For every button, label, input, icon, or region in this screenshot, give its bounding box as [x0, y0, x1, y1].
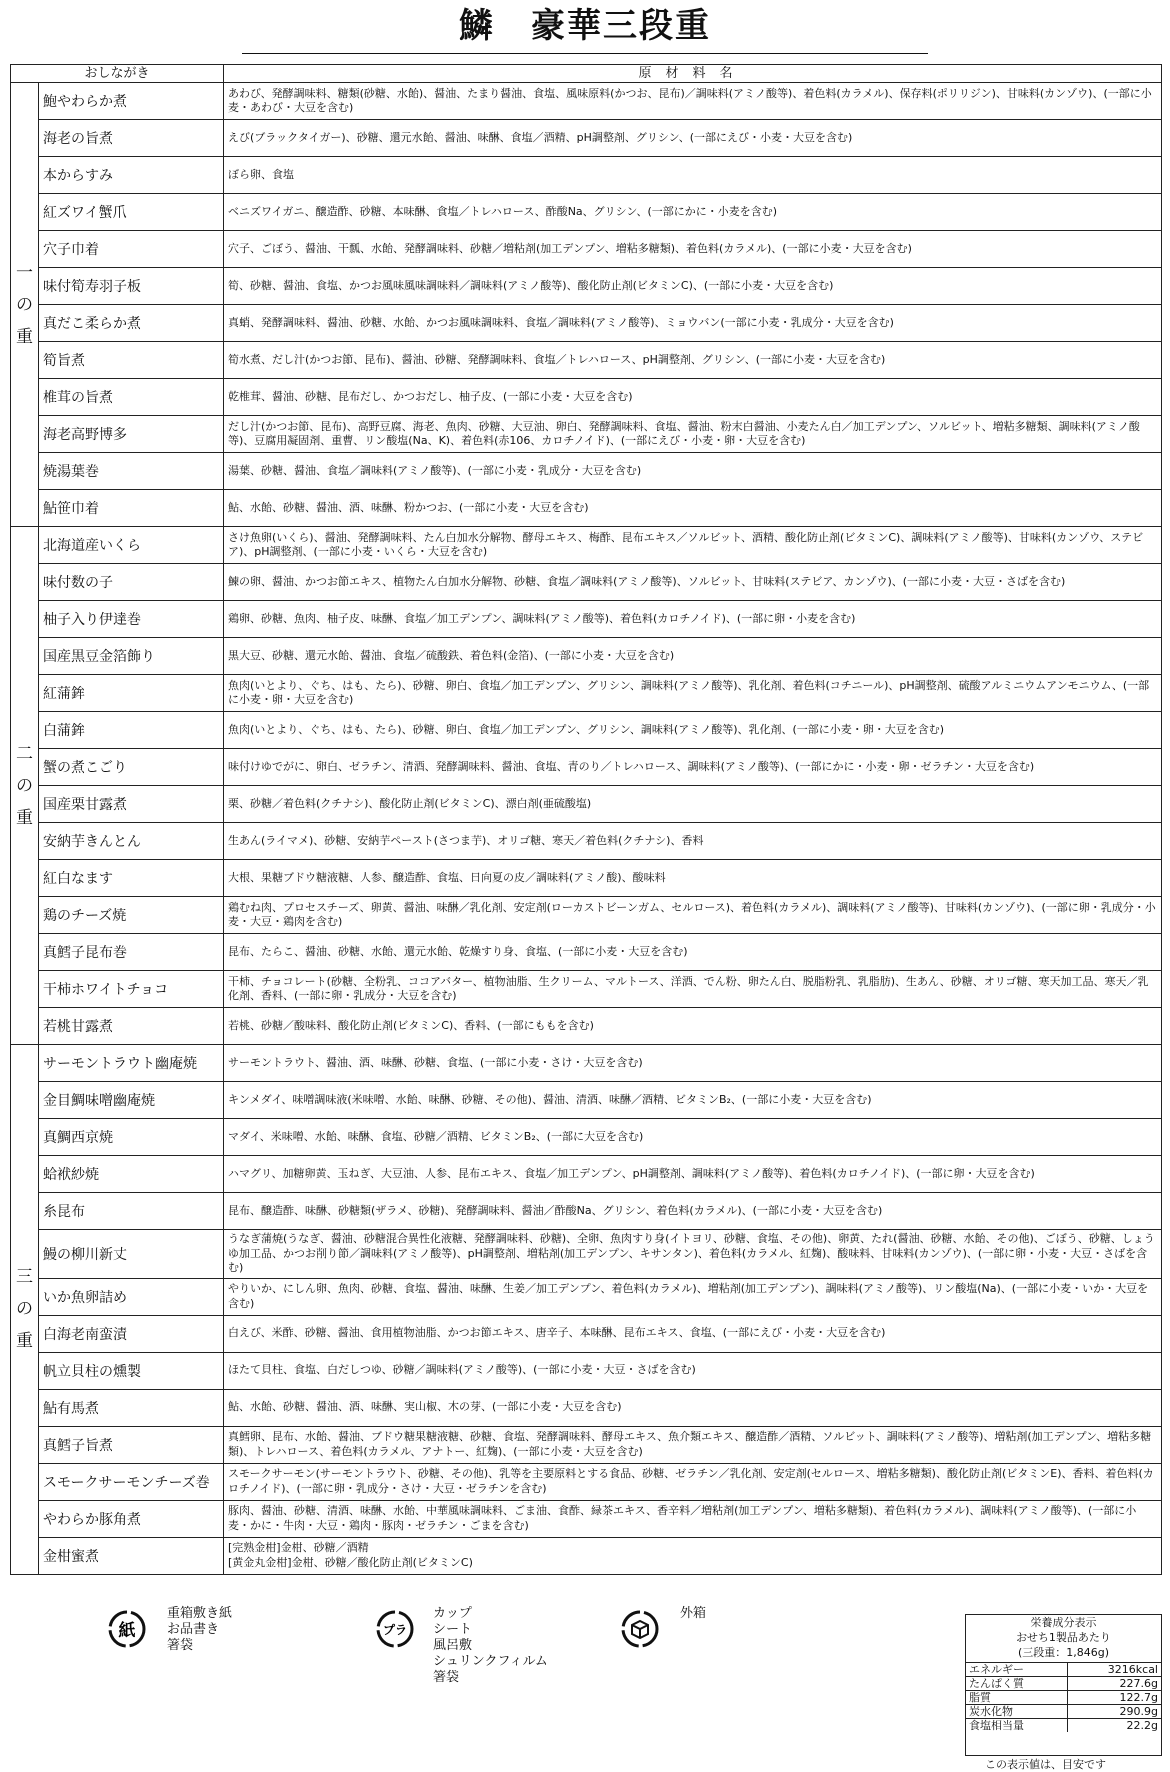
table-row	[11, 712, 1162, 749]
dish-name: 真鱈子旨煮	[39, 1426, 224, 1463]
table-row	[11, 342, 1162, 379]
table-row	[11, 305, 1162, 342]
dish-name: 紅蒲鉾	[39, 675, 224, 712]
dish-ingredients: 大根、果糖ブドウ糖液糖、人参、醸造酢、食塩、日向夏の皮／調味料(アミノ酸)、酸味料	[224, 860, 1162, 897]
dish-name: 本からすみ	[39, 157, 224, 194]
list-item: 箸袋	[167, 1638, 194, 1653]
dish-ingredients: 黒大豆、砂糖、還元水飴、醤油、食塩／硫酸鉄、着色料(金箔)、(一部に小麦・大豆を含む)	[224, 638, 1162, 675]
dish-name: 柚子入り伊達巻	[39, 601, 224, 638]
cardboard-recycle-list	[680, 1606, 706, 1622]
paper-mark-text: 紙	[118, 1621, 136, 1641]
table-row	[11, 231, 1162, 268]
dish-name: 蛤袱紗焼	[39, 1156, 224, 1193]
dish-ingredients: ベニズワイガニ、醸造酢、砂糖、本味醂、食塩／トレハロース、酢酸Na、グリシン、(一部にかに・小麦を含む)	[224, 194, 1162, 231]
table-row	[11, 1082, 1162, 1119]
dish-name: 鶏のチーズ焼	[39, 897, 224, 934]
dish-name: 筍旨煮	[39, 342, 224, 379]
dish-name: 糸昆布	[39, 1193, 224, 1230]
dish-ingredients: 乾椎茸、醤油、砂糖、昆布だし、かつおだし、柚子皮、(一部に小麦・大豆を含む)	[224, 379, 1162, 416]
dish-name: 海老高野博多	[39, 416, 224, 453]
nutrient-value: 122.7g	[1067, 1691, 1161, 1705]
table-row	[11, 1352, 1162, 1389]
dish-ingredients: うなぎ蒲焼(うなぎ、醤油、砂糖混合異性化液糖、発酵調味料、砂糖)、全卵、魚肉すり身(イトヨリ、砂糖、食塩、その他)、卵黄、たれ(醤油、砂糖、水飴、その他)、ごぼう、砂糖、しょうゆ加工品、かつお削り節／調味料(アミノ酸等)、pH調整剤、増粘剤(加工デンプン、キサンタン)、着色料(カラメル、紅麹)、酸味料、甘味料(カンゾウ)、(一部に卵・小麦・大豆・さばを含む)	[224, 1230, 1162, 1279]
dish-ingredients: やりいか、にしん卵、魚肉、砂糖、食塩、醤油、味醂、生姜／加工デンプン、着色料(カラメル)、増粘剤(加工デンプン)、調味料(アミノ酸等)、リン酸塩(Na)、(一部に小麦・いか・大豆を含む)	[224, 1278, 1162, 1315]
dish-ingredients: 白えび、米酢、砂糖、醤油、食用植物油脂、かつお節エキス、唐辛子、本味醂、昆布エキス、食塩、(一部にえび・小麦・大豆を含む)	[224, 1315, 1162, 1352]
section-label: 一の重	[16, 262, 33, 347]
dish-ingredients: 真蛸、発酵調味料、醤油、砂糖、水飴、かつお風味調味料、食塩／調味料(アミノ酸等)、ミョウバン(一部に小麦・乳成分・大豆を含む)	[224, 305, 1162, 342]
section-label: 三の重	[16, 1267, 33, 1352]
nutrition-row	[966, 1663, 1161, 1677]
section-cell	[11, 1045, 39, 1575]
dish-ingredients: 栗、砂糖／着色料(クチナシ)、酸化防止剤(ビタミンC)、漂白剤(亜硫酸塩)	[224, 786, 1162, 823]
table-row	[11, 1008, 1162, 1045]
dish-name: 紅白なます	[39, 860, 224, 897]
table-row	[11, 1500, 1162, 1537]
dish-name: やわらか豚角煮	[39, 1500, 224, 1537]
dish-ingredients: 鶏むね肉、プロセスチーズ、卵黄、醤油、味醂／乳化剤、安定剤(ローカストビーンガム、セルロース)、着色料(カラメル)、調味料(アミノ酸等)、甘味料(カンゾウ)、(一部に卵・乳成分・小麦・大豆・鶏肉を含む)	[224, 897, 1162, 934]
nutrition-row	[966, 1719, 1161, 1733]
table-row	[11, 971, 1162, 1008]
dish-ingredients: サーモントラウト、醤油、酒、味醂、砂糖、食塩、(一部に小麦・さけ・大豆を含む)	[224, 1045, 1162, 1082]
dish-name: 帆立貝柱の燻製	[39, 1352, 224, 1389]
nutrition-row	[966, 1705, 1161, 1719]
dish-name: 鮎笹巾着	[39, 490, 224, 527]
table-row	[11, 1463, 1162, 1500]
list-item: シュリンクフィルム	[433, 1654, 548, 1669]
table-row	[11, 1315, 1162, 1352]
dish-ingredients: マダイ、米味噌、水飴、味醂、食塩、砂糖／酒精、ビタミンB₂、(一部に大豆を含む)	[224, 1119, 1162, 1156]
dish-ingredients: 若桃、砂糖／酸味料、酸化防止剤(ビタミンC)、香料、(一部にももを含む)	[224, 1008, 1162, 1045]
header-menu-name: おしながき	[11, 65, 224, 83]
dish-ingredients: 真鱈卵、昆布、水飴、醤油、ブドウ糖果糖液糖、砂糖、食塩、発酵調味料、酵母エキス、魚介類エキス、醸造酢／酒精、ソルビット、調味料(アミノ酸等)、増粘剤(加工デンプン、増粘多糖類)、トレハロース、着色料(カラメル、アナトー、紅麹)、(一部に小麦・大豆を含む)	[224, 1426, 1162, 1463]
dish-name: 干柿ホワイトチョコ	[39, 971, 224, 1008]
dish-ingredients: [完熟金柑]金柑、砂糖／酒精 [黄金丸金柑]金柑、砂糖／酸化防止剤(ビタミンC)	[224, 1537, 1162, 1574]
dish-name: 安納芋きんとん	[39, 823, 224, 860]
table-row	[11, 83, 1162, 120]
list-item: 重箱敷き紙	[167, 1606, 233, 1621]
table-row	[11, 1537, 1162, 1574]
nutrient-value: 227.6g	[1067, 1677, 1161, 1691]
table-row	[11, 490, 1162, 527]
nutrient-value: 290.9g	[1067, 1705, 1161, 1719]
dish-name: スモークサーモンチーズ巻	[39, 1463, 224, 1500]
dish-name: 鮑やわらか煮	[39, 83, 224, 120]
dish-name: 若桃甘露煮	[39, 1008, 224, 1045]
dish-name: 蟹の煮こごり	[39, 749, 224, 786]
table-row	[11, 268, 1162, 305]
dish-ingredients: 鶏卵、砂糖、魚肉、柚子皮、味醂、食塩／加工デンプン、調味料(アミノ酸等)、着色料(カロチノイド)、(一部に卵・小麦を含む)	[224, 601, 1162, 638]
dish-name: 真だこ柔らか煮	[39, 305, 224, 342]
nutrition-row	[966, 1691, 1161, 1705]
dish-ingredients: 鮎、水飴、砂糖、醤油、酒、味醂、実山椒、木の芽、(一部に小麦・大豆を含む)	[224, 1389, 1162, 1426]
title-underline	[242, 53, 928, 54]
table-row	[11, 564, 1162, 601]
table-row	[11, 453, 1162, 490]
dish-ingredients: キンメダイ、味噌調味液(米味噌、水飴、味醂、砂糖、その他)、醤油、清酒、味醂／酒精、ビタミンB₂、(一部に小麦・大豆を含む)	[224, 1082, 1162, 1119]
dish-name: 鮎有馬煮	[39, 1389, 224, 1426]
ingredients-table	[10, 64, 1162, 1575]
table-row	[11, 1389, 1162, 1426]
dish-name: 味付筍寿羽子板	[39, 268, 224, 305]
list-item: 箸袋	[433, 1670, 460, 1685]
table-row	[11, 786, 1162, 823]
dish-ingredients: 生あん(ライマメ)、砂糖、安納芋ペースト(さつま芋)、オリゴ糖、寒天／着色料(クチナシ)、香料	[224, 823, 1162, 860]
dish-name: 鰻の柳川新丈	[39, 1230, 224, 1279]
table-row	[11, 416, 1162, 453]
dish-name: 味付数の子	[39, 564, 224, 601]
paper-recycle-list	[167, 1606, 232, 1654]
cardboard-recycle-icon	[620, 1609, 660, 1649]
table-row	[11, 1230, 1162, 1279]
dish-ingredients: 昆布、醸造酢、味醂、砂糖類(ザラメ、砂糖)、発酵調味料、醤油／酢酸Na、グリシン、着色料(カラメル)、(一部に小麦・大豆を含む)	[224, 1193, 1162, 1230]
dish-ingredients: ぼら卵、食塩	[224, 157, 1162, 194]
list-item: シート	[433, 1622, 473, 1637]
table-row	[11, 860, 1162, 897]
table-body	[11, 83, 1162, 1575]
table-row	[11, 379, 1162, 416]
dish-name: サーモントラウト幽庵焼	[39, 1045, 224, 1082]
dish-name: 白蒲鉾	[39, 712, 224, 749]
dish-ingredients: 穴子、ごぼう、醤油、干瓢、水飴、発酵調味料、砂糖／増粘剤(加工デンプン、増粘多糖類)、着色料(カラメル)、(一部に小麦・大豆を含む)	[224, 231, 1162, 268]
table-header-row	[11, 65, 1162, 83]
dish-ingredients: 魚肉(いとより、ぐち、はも、たら)、砂糖、卵白、食塩／加工デンプン、グリシン、調味料(アミノ酸等)、乳化剤、(一部に小麦・卵・大豆を含む)	[224, 712, 1162, 749]
dish-name: いか魚卵詰め	[39, 1278, 224, 1315]
dish-ingredients: だし汁(かつお節、昆布)、高野豆腐、海老、魚肉、砂糖、大豆油、卵白、発酵調味料、食塩、醤油、粉末白醤油、小麦たん白／加工デンプン、ソルビット、増粘多糖類、調味料(アミノ酸等)、豆腐用凝固剤、重曹、リン酸塩(Na、K)、着色料(赤106、カロチノイド)、(一部にえび・小麦・卵・大豆を含む)	[224, 416, 1162, 453]
header-ingredients: 原材料名	[224, 65, 1162, 83]
dish-ingredients: 鰊の卵、醤油、かつお節エキス、植物たん白加水分解物、砂糖、食塩／調味料(アミノ酸等)、ソルビット、甘味料(ステビア、カンゾウ)、(一部に小麦・大豆・さばを含む)	[224, 564, 1162, 601]
plastic-recycle-list	[433, 1606, 548, 1686]
dish-ingredients: ほたて貝柱、食塩、白だしつゆ、砂糖／調味料(アミノ酸等)、(一部に小麦・大豆・さばを含む)	[224, 1352, 1162, 1389]
dish-name: 海老の旨煮	[39, 120, 224, 157]
dish-ingredients: さけ魚卵(いくら)、醤油、発酵調味料、たん白加水分解物、酵母エキス、梅酢、昆布エキス／ソルビット、酒精、酸化防止剤(ビタミンC)、調味料(アミノ酸等)、甘味料(カンゾウ、ステビア)、pH調整剤、(一部に小麦・いくら・大豆を含む)	[224, 527, 1162, 564]
dish-ingredients: 湯葉、砂糖、醤油、食塩／調味料(アミノ酸等)、(一部に小麦・乳成分・大豆を含む)	[224, 453, 1162, 490]
nutrition-note: この表示値は、目安です	[985, 1758, 1106, 1771]
table-row	[11, 1119, 1162, 1156]
table-row	[11, 1426, 1162, 1463]
dish-name: 真鯛西京焼	[39, 1119, 224, 1156]
nutrition-basis: おせち1製品あたり	[1016, 1631, 1111, 1644]
dish-ingredients: あわび、発酵調味料、糖類(砂糖、水飴)、醤油、たまり醤油、食塩、風味原料(かつお、昆布)／調味料(アミノ酸等)、着色料(カラメル)、保存料(ポリリジン)、甘味料(カンゾウ)、(一部に小麦・あわび・大豆を含む)	[224, 83, 1162, 120]
dish-name: 穴子巾着	[39, 231, 224, 268]
table-row	[11, 1045, 1162, 1082]
table-row	[11, 601, 1162, 638]
dish-ingredients: 魚肉(いとより、ぐち、はも、たら)、砂糖、卵白、食塩／加工デンプン、グリシン、調味料(アミノ酸等)、乳化剤、着色料(コチニール)、pH調整剤、硫酸アルミニウムアンモニウム、(一部に小麦・卵・大豆を含む)	[224, 675, 1162, 712]
nutrition-title: 栄養成分表示	[1030, 1616, 1097, 1629]
table-row	[11, 1193, 1162, 1230]
nutrition-row	[966, 1677, 1161, 1691]
list-item: カップ	[433, 1606, 472, 1621]
nutrient-label: エネルギー	[966, 1663, 1067, 1677]
list-item: 外箱	[680, 1606, 707, 1621]
table-row	[11, 194, 1162, 231]
table-row	[11, 527, 1162, 564]
dish-name: 白海老南蛮漬	[39, 1315, 224, 1352]
dish-ingredients: 味付けゆでがに、卵白、ゼラチン、清酒、発酵調味料、醤油、食塩、青のり／トレハロース、調味料(アミノ酸等)、(一部にかに・小麦・卵・ゼラチン・大豆を含む)	[224, 749, 1162, 786]
plastic-recycle-icon	[375, 1609, 415, 1649]
nutrient-label: 食塩相当量	[966, 1719, 1067, 1733]
dish-name: 金目鯛味噌幽庵焼	[39, 1082, 224, 1119]
dish-ingredients: 豚肉、醤油、砂糖、清酒、味醂、水飴、中華風味調味料、ごま油、食酢、緑茶エキス、香辛料／増粘剤(加工デンプン、増粘多糖類)、着色料(カラメル)、調味料(アミノ酸等)、(一部に小麦・かに・牛肉・大豆・鶏肉・豚肉・ゼラチン・ごまを含む)	[224, 1500, 1162, 1537]
dish-ingredients: 筍、砂糖、醤油、食塩、かつお風味風味調味料／調味料(アミノ酸等)、酸化防止剤(ビタミンC)、(一部に小麦・大豆を含む)	[224, 268, 1162, 305]
table-row	[11, 823, 1162, 860]
dish-ingredients: 干柿、チョコレート(砂糖、全粉乳、ココアバター、植物油脂、生クリーム、マルトース、洋酒、でん粉、卵たん白、脱脂粉乳、乳脂肪)、生あん、砂糖、オリゴ糖、寒天加工品、寒天／乳化剤、香料、(一部に卵・乳成分・大豆を含む)	[224, 971, 1162, 1008]
dish-ingredients: 筍水煮、だし汁(かつお節、昆布)、醤油、砂糖、発酵調味料、食塩／トレハロース、pH調整剤、グリシン、(一部に小麦・大豆を含む)	[224, 342, 1162, 379]
dish-name: 国産黒豆金箔飾り	[39, 638, 224, 675]
dish-ingredients: 昆布、たらこ、醤油、砂糖、水飴、還元水飴、乾燥すり身、食塩、(一部に小麦・大豆を含む)	[224, 934, 1162, 971]
section-cell	[11, 83, 39, 527]
table-row	[11, 157, 1162, 194]
nutrition-facts-box	[965, 1614, 1162, 1756]
table-row	[11, 934, 1162, 971]
dish-name: 真鱈子昆布巻	[39, 934, 224, 971]
dish-ingredients: スモークサーモン(サーモントラウト、砂糖、その他)、乳等を主要原料とする食品、砂糖、ゼラチン／乳化剤、安定剤(セルロース、増粘多糖類)、酸化防止剤(ビタミンE)、香料、着色料(カロチノイド)、(一部に卵・乳成分・さけ・大豆・ゼラチンを含む)	[224, 1463, 1162, 1500]
page-title: 鱗 豪華三段重	[459, 6, 711, 46]
table-row	[11, 897, 1162, 934]
dish-name: 紅ズワイ蟹爪	[39, 194, 224, 231]
table-row	[11, 675, 1162, 712]
table-row	[11, 1278, 1162, 1315]
nutrient-label: 脂質	[966, 1691, 1067, 1705]
table-row	[11, 638, 1162, 675]
list-item: お品書き	[167, 1622, 220, 1637]
section-label: 二の重	[16, 743, 33, 828]
table-row	[11, 120, 1162, 157]
dish-ingredients: えび(ブラックタイガー)、砂糖、還元水飴、醤油、味醂、食塩／酒精、pH調整剤、グリシン、(一部にえび・小麦・大豆を含む)	[224, 120, 1162, 157]
nutrition-table	[966, 1662, 1161, 1732]
nutrient-value: 3216kcal	[1067, 1663, 1161, 1677]
dish-ingredients: ハマグリ、加糖卵黄、玉ねぎ、大豆油、人参、昆布エキス、食塩／加工デンプン、pH調整剤、調味料(アミノ酸等)、着色料(カロチノイド)、(一部に卵・大豆を含む)	[224, 1156, 1162, 1193]
dish-name: 北海道産いくら	[39, 527, 224, 564]
nutrition-weight: (三段重：1,846g)	[1017, 1646, 1110, 1659]
dish-name: 金柑蜜煮	[39, 1537, 224, 1574]
nutrient-label: たんぱく質	[966, 1677, 1067, 1691]
table-row	[11, 749, 1162, 786]
plastic-mark-text: プラ	[382, 1623, 408, 1637]
nutrient-value: 22.2g	[1067, 1719, 1161, 1733]
paper-recycle-icon	[107, 1609, 147, 1649]
dish-name: 椎茸の旨煮	[39, 379, 224, 416]
dish-ingredients: 鮎、水飴、砂糖、醤油、酒、味醂、粉かつお、(一部に小麦・大豆を含む)	[224, 490, 1162, 527]
nutrient-label: 炭水化物	[966, 1705, 1067, 1719]
list-item: 風呂敷	[433, 1638, 473, 1653]
dish-name: 国産栗甘露煮	[39, 786, 224, 823]
dish-name: 焼湯葉巻	[39, 453, 224, 490]
section-cell	[11, 527, 39, 1045]
table-row	[11, 1156, 1162, 1193]
